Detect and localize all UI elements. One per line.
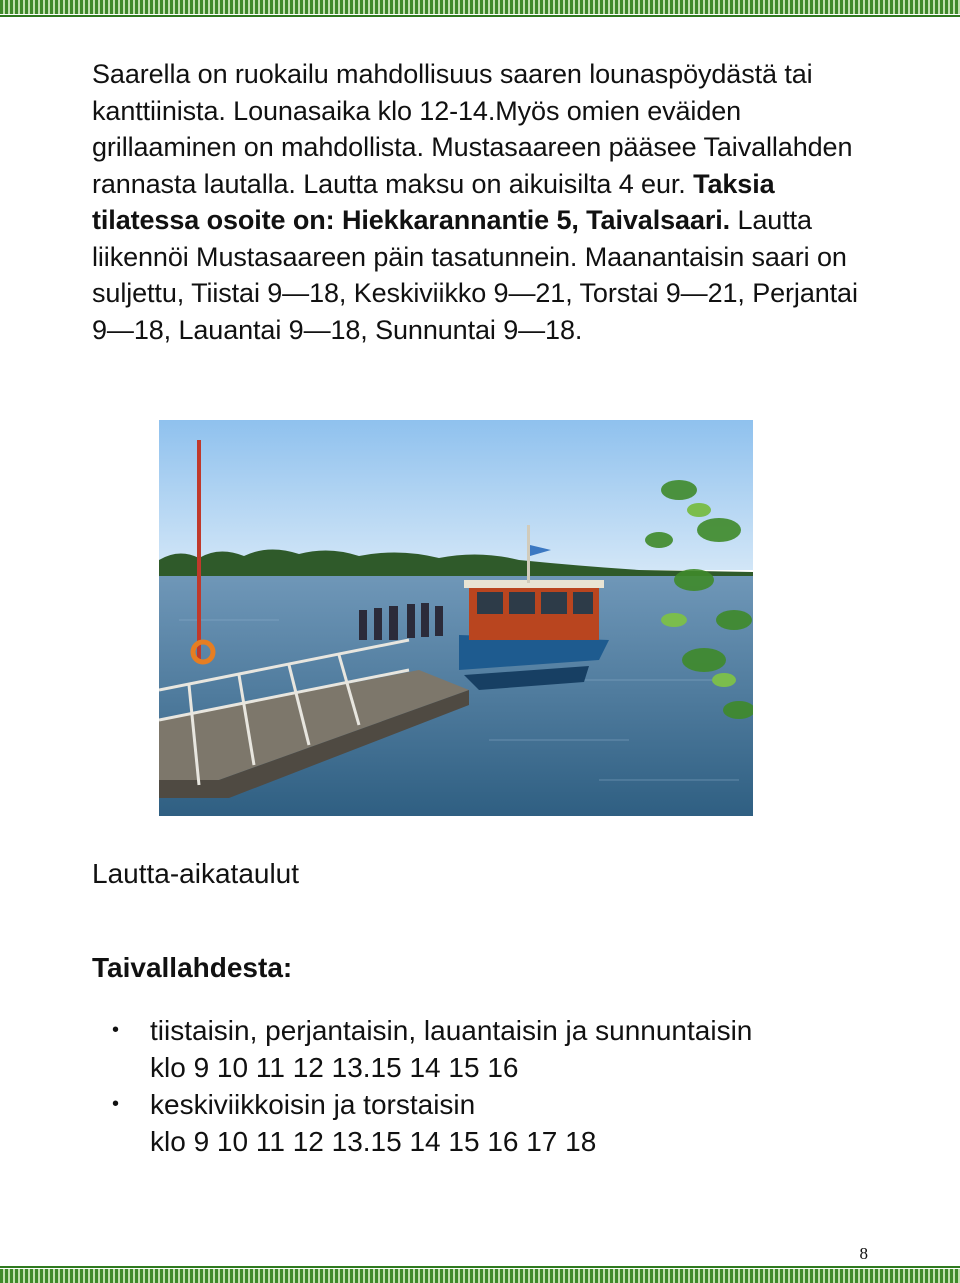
schedule-item [112, 1012, 892, 1086]
intro-paragraph [92, 56, 872, 348]
schedule-times: klo 9 10 11 12 13.15 14 15 16 [150, 1052, 519, 1083]
departure-label: Taivallahdesta: [92, 952, 293, 983]
top-border [0, 0, 960, 14]
schedule-list [112, 1012, 892, 1160]
ferry-photo-illustration [159, 420, 753, 816]
schedule-item [112, 1086, 892, 1160]
ferry-photo [159, 420, 753, 816]
schedule-times: klo 9 10 11 12 13.15 14 15 16 17 18 [150, 1126, 597, 1157]
schedule-title: Lautta-aikataulut [92, 858, 300, 889]
taxi-address: Taksia tilatessa osoite on: Hiekkarannantie 5, Taivalsaari. [92, 168, 775, 235]
page-number: 8 [859, 1244, 868, 1263]
bullet-icon: • [112, 1093, 120, 1115]
bottom-border [0, 1269, 960, 1283]
bullet-icon: • [112, 1019, 120, 1041]
intro-text-2: Lautta liikennöi Mustasaareen päin tasatunnein. Maanantaisin saari on suljettu, Tiistai 9—18, Keskiviikko 9—21, Torstai 9—21, Perjantai 9—18, Lauantai 9—18, Sunnuntai 9—18. [92, 205, 858, 345]
schedule-days: keskiviikkoisin ja torstaisin [150, 1089, 476, 1120]
intro-text-1: Saarella on ruokailu mahdollisuus saaren lounaspöydästä tai kanttiinista. Lounasaika klo 12-14.Myös omien eväiden grillaaminen on mahdollista. Mustasaareen pääsee Taivallahden rannasta lautalla. Lautta maksu on aikuisilta 4 eur. [92, 59, 853, 199]
schedule-days: tiistaisin, perjantaisin, lauantaisin ja sunnuntaisin [150, 1015, 753, 1046]
